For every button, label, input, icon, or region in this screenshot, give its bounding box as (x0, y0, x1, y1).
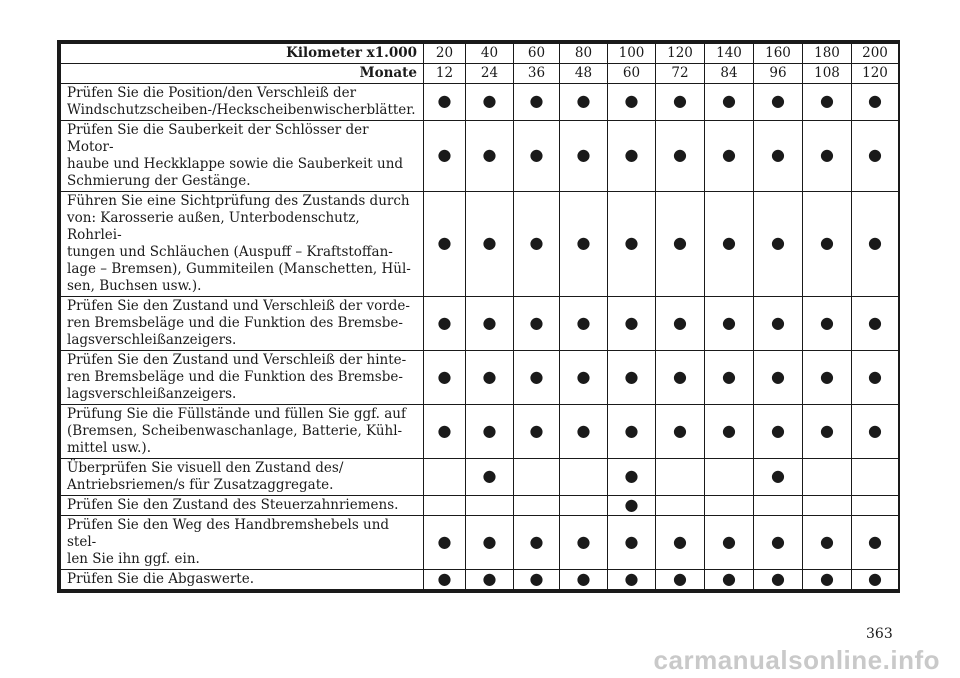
check-dot-cell (608, 297, 655, 350)
check-dot-cell (514, 405, 559, 458)
table-row (61, 496, 898, 515)
bullet-icon: ● (576, 312, 591, 332)
km-value: 160 (754, 44, 802, 63)
bullet-icon: ● (624, 233, 639, 252)
bullet-icon: ● (820, 366, 834, 386)
check-dot-cell (424, 570, 465, 589)
bullet-icon: ● (771, 466, 785, 485)
empty-cell (656, 496, 704, 515)
bullet-icon: ● (529, 91, 544, 110)
bullet-icon: ● (624, 568, 639, 588)
bullet-icon: ● (576, 366, 591, 386)
task-description (61, 84, 423, 120)
task-description (61, 496, 423, 515)
check-dot-cell (705, 570, 753, 589)
header-row-km (61, 44, 898, 63)
bullet-icon: ● (624, 531, 639, 551)
check-dot-cell (656, 84, 704, 120)
empty-cell (560, 459, 607, 495)
months-value: 120 (852, 64, 898, 83)
check-dot-cell (466, 570, 513, 589)
check-dot-cell (754, 570, 802, 589)
bullet-icon: ● (820, 91, 834, 110)
bullet-icon: ● (624, 145, 639, 164)
check-dot-cell (560, 84, 607, 120)
bullet-icon: ● (673, 145, 687, 164)
bullet-icon: ● (820, 145, 834, 164)
bullet-icon: ● (482, 366, 497, 386)
months-value: 108 (803, 64, 851, 83)
bullet-icon: ● (482, 466, 497, 485)
empty-cell (466, 496, 513, 515)
bullet-icon: ● (868, 420, 882, 440)
bullet-icon: ● (673, 568, 687, 588)
check-dot-cell (656, 121, 704, 191)
bullet-icon: ● (673, 420, 687, 440)
empty-cell (705, 496, 753, 515)
bullet-icon: ● (820, 420, 834, 440)
check-dot-cell (424, 351, 465, 404)
months-value: 48 (560, 64, 607, 83)
check-dot-cell (705, 121, 753, 191)
bullet-icon: ● (722, 312, 736, 332)
empty-cell (803, 496, 851, 515)
maintenance-schedule-frame (57, 40, 900, 593)
task-line: len Sie ihn ggf. ein. (67, 551, 200, 567)
bullet-icon: ● (624, 312, 639, 332)
check-dot-cell (803, 570, 851, 589)
check-dot-cell (466, 405, 513, 458)
task-line: Überprüfen Sie visuell den Zustand des/ (67, 460, 344, 476)
check-dot-cell (656, 405, 704, 458)
empty-cell (852, 459, 898, 495)
km-value: 180 (803, 44, 851, 63)
bullet-icon: ● (771, 312, 785, 332)
check-dot-cell (608, 84, 655, 120)
page-number: 363 (866, 626, 893, 642)
task-description (61, 570, 423, 589)
check-dot-cell (424, 405, 465, 458)
task-description (61, 351, 423, 404)
header-row-months (61, 64, 898, 83)
bullet-icon: ● (576, 233, 591, 252)
bullet-icon: ● (722, 531, 736, 551)
maintenance-schedule-table (60, 43, 899, 590)
check-dot-cell (466, 459, 513, 495)
check-dot-cell (754, 121, 802, 191)
bullet-icon: ● (673, 366, 687, 386)
check-dot-cell (608, 516, 655, 569)
task-description (61, 121, 423, 191)
bullet-icon: ● (576, 531, 591, 551)
check-dot-cell (466, 192, 513, 296)
check-dot-cell (514, 297, 559, 350)
check-dot-cell (656, 516, 704, 569)
task-line: tungen und Schläuchen (Auspuff – Kraftstoffan- (67, 244, 393, 260)
bullet-icon: ● (437, 568, 452, 588)
bullet-icon: ● (722, 233, 736, 252)
task-description (61, 405, 423, 458)
task-description (61, 516, 423, 569)
check-dot-cell (852, 351, 898, 404)
check-dot-cell (852, 192, 898, 296)
bullet-icon: ● (624, 494, 639, 514)
bullet-icon: ● (722, 366, 736, 386)
check-dot-cell (754, 297, 802, 350)
check-dot-cell (803, 405, 851, 458)
empty-cell (560, 496, 607, 515)
watermark-text: carmanualsonline.info (653, 645, 940, 675)
table-row (61, 459, 898, 495)
km-value: 120 (656, 44, 704, 63)
check-dot-cell (656, 297, 704, 350)
check-dot-cell (608, 405, 655, 458)
check-dot-cell (608, 192, 655, 296)
months-value: 12 (424, 64, 465, 83)
check-dot-cell (560, 405, 607, 458)
check-dot-cell (656, 351, 704, 404)
bullet-icon: ● (624, 366, 639, 386)
check-dot-cell (803, 297, 851, 350)
empty-cell (803, 459, 851, 495)
check-dot-cell (803, 121, 851, 191)
bullet-icon: ● (576, 145, 591, 164)
bullet-icon: ● (868, 312, 882, 332)
bullet-icon: ● (482, 531, 497, 551)
km-value: 60 (514, 44, 559, 63)
task-description (61, 192, 423, 296)
task-line: Windschutzscheiben-/Heckscheibenwischerblätter. (67, 102, 416, 118)
check-dot-cell (608, 121, 655, 191)
bullet-icon: ● (437, 531, 452, 551)
check-dot-cell (560, 192, 607, 296)
bullet-icon: ● (868, 145, 882, 164)
check-dot-cell (608, 459, 655, 495)
bullet-icon: ● (820, 233, 834, 252)
table-row (61, 570, 898, 589)
check-dot-cell (560, 121, 607, 191)
km-value: 80 (560, 44, 607, 63)
check-dot-cell (514, 121, 559, 191)
check-dot-cell (705, 297, 753, 350)
task-line: von: Karosserie außen, Unterbodenschutz, Rohrlei- (67, 210, 360, 243)
empty-cell (424, 496, 465, 515)
km-value: 100 (608, 44, 655, 63)
check-dot-cell (656, 192, 704, 296)
task-line: (Bremsen, Scheibenwaschanlage, Batterie, Kühl- (67, 423, 403, 439)
task-line: mittel usw.). (67, 440, 151, 456)
check-dot-cell (514, 351, 559, 404)
check-dot-cell (705, 351, 753, 404)
task-line: Prüfen Sie den Weg des Handbremshebels und stel- (67, 517, 390, 550)
empty-cell (852, 496, 898, 515)
empty-cell (656, 459, 704, 495)
task-description (61, 297, 423, 350)
km-value: 200 (852, 44, 898, 63)
bullet-icon: ● (868, 91, 882, 110)
task-line: lagsverschleißanzeigers. (67, 386, 237, 402)
empty-cell (514, 459, 559, 495)
bullet-icon: ● (529, 312, 544, 332)
check-dot-cell (852, 516, 898, 569)
check-dot-cell (424, 516, 465, 569)
months-value: 96 (754, 64, 802, 83)
bullet-icon: ● (771, 531, 785, 551)
check-dot-cell (852, 84, 898, 120)
check-dot-cell (705, 84, 753, 120)
empty-cell (754, 496, 802, 515)
task-line: lage – Bremsen), Gummiteilen (Manschetten, Hül- (67, 261, 411, 277)
table-row (61, 192, 898, 296)
task-line: ren Bremsbeläge und die Funktion des Bremsbe- (67, 369, 403, 385)
table-row (61, 121, 898, 191)
bullet-icon: ● (576, 420, 591, 440)
task-line: sen, Buchsen usw.). (67, 278, 202, 294)
check-dot-cell (514, 570, 559, 589)
bullet-icon: ● (437, 91, 452, 110)
bullet-icon: ● (624, 420, 639, 440)
table-row (61, 516, 898, 569)
months-label: Monate (61, 64, 423, 83)
bullet-icon: ● (437, 312, 452, 332)
table-row (61, 405, 898, 458)
bullet-icon: ● (771, 145, 785, 164)
check-dot-cell (705, 192, 753, 296)
check-dot-cell (754, 516, 802, 569)
check-dot-cell (803, 351, 851, 404)
check-dot-cell (466, 297, 513, 350)
task-line: Prüfen Sie die Sauberkeit der Schlösser der Motor- (67, 122, 369, 155)
bullet-icon: ● (673, 531, 687, 551)
table-row (61, 351, 898, 404)
bullet-icon: ● (437, 420, 452, 440)
empty-cell (514, 496, 559, 515)
check-dot-cell (560, 351, 607, 404)
bullet-icon: ● (771, 91, 785, 110)
check-dot-cell (754, 351, 802, 404)
bullet-icon: ● (673, 233, 687, 252)
bullet-icon: ● (482, 568, 497, 588)
empty-cell (424, 459, 465, 495)
bullet-icon: ● (820, 531, 834, 551)
bullet-icon: ● (624, 466, 639, 485)
task-line: Prüfen Sie den Zustand des Steuerzahnriemens. (67, 497, 399, 513)
task-description (61, 459, 423, 495)
check-dot-cell (608, 570, 655, 589)
months-value: 60 (608, 64, 655, 83)
bullet-icon: ● (722, 91, 736, 110)
check-dot-cell (754, 192, 802, 296)
months-value: 24 (466, 64, 513, 83)
check-dot-cell (560, 516, 607, 569)
bullet-icon: ● (482, 312, 497, 332)
check-dot-cell (466, 516, 513, 569)
bullet-icon: ● (868, 366, 882, 386)
task-line: Prüfung Sie die Füllstände und füllen Sie ggf. auf (67, 406, 406, 422)
task-line: Schmierung der Gestänge. (67, 173, 251, 189)
bullet-icon: ● (437, 233, 452, 252)
bullet-icon: ● (529, 568, 544, 588)
check-dot-cell (514, 192, 559, 296)
table-row (61, 297, 898, 350)
check-dot-cell (803, 192, 851, 296)
check-dot-cell (424, 84, 465, 120)
km-value: 140 (705, 44, 753, 63)
task-line: Prüfen Sie den Zustand und Verschleiß der vorde- (67, 298, 410, 314)
task-line: Prüfen Sie den Zustand und Verschleiß der hinte- (67, 352, 407, 368)
km-label: Kilometer x1.000 (61, 44, 423, 63)
bullet-icon: ● (771, 420, 785, 440)
check-dot-cell (803, 516, 851, 569)
task-line: Prüfen Sie die Abgaswerte. (67, 571, 255, 587)
check-dot-cell (705, 516, 753, 569)
check-dot-cell (466, 84, 513, 120)
bullet-icon: ● (576, 91, 591, 110)
bullet-icon: ● (529, 145, 544, 164)
bullet-icon: ● (482, 420, 497, 440)
bullet-icon: ● (722, 420, 736, 440)
bullet-icon: ● (722, 145, 736, 164)
bullet-icon: ● (529, 366, 544, 386)
bullet-icon: ● (482, 145, 497, 164)
months-value: 36 (514, 64, 559, 83)
check-dot-cell (608, 496, 655, 515)
check-dot-cell (514, 84, 559, 120)
check-dot-cell (466, 351, 513, 404)
task-line: haube und Heckklappe sowie die Sauberkeit und (67, 156, 404, 172)
task-line: Antriebsriemen/s für Zusatzaggregate. (67, 477, 334, 493)
bullet-icon: ● (771, 233, 785, 252)
task-line: lagsverschleißanzeigers. (67, 332, 237, 348)
bullet-icon: ● (529, 531, 544, 551)
bullet-icon: ● (771, 366, 785, 386)
check-dot-cell (852, 405, 898, 458)
bullet-icon: ● (673, 312, 687, 332)
bullet-icon: ● (820, 312, 834, 332)
bullet-icon: ● (529, 420, 544, 440)
check-dot-cell (656, 570, 704, 589)
check-dot-cell (560, 297, 607, 350)
km-value: 40 (466, 44, 513, 63)
check-dot-cell (424, 192, 465, 296)
check-dot-cell (705, 405, 753, 458)
check-dot-cell (754, 405, 802, 458)
bullet-icon: ● (722, 568, 736, 588)
bullet-icon: ● (673, 91, 687, 110)
check-dot-cell (754, 84, 802, 120)
bullet-icon: ● (868, 233, 882, 252)
bullet-icon: ● (437, 366, 452, 386)
bullet-icon: ● (624, 91, 639, 110)
task-line: Prüfen Sie die Position/den Verschleiß der (67, 85, 357, 101)
bullet-icon: ● (576, 568, 591, 588)
check-dot-cell (852, 297, 898, 350)
check-dot-cell (514, 516, 559, 569)
bullet-icon: ● (529, 233, 544, 252)
bullet-icon: ● (868, 531, 882, 551)
bullet-icon: ● (771, 568, 785, 588)
bullet-icon: ● (820, 568, 834, 588)
table-row (61, 84, 898, 120)
bullet-icon: ● (437, 145, 452, 164)
months-value: 84 (705, 64, 753, 83)
bullet-icon: ● (482, 233, 497, 252)
check-dot-cell (852, 121, 898, 191)
check-dot-cell (608, 351, 655, 404)
check-dot-cell (424, 121, 465, 191)
months-value: 72 (656, 64, 704, 83)
check-dot-cell (852, 570, 898, 589)
check-dot-cell (560, 570, 607, 589)
check-dot-cell (424, 297, 465, 350)
bullet-icon: ● (868, 568, 882, 588)
task-line: ren Bremsbeläge und die Funktion des Bremsbe- (67, 315, 403, 331)
check-dot-cell (754, 459, 802, 495)
empty-cell (705, 459, 753, 495)
task-line: Führen Sie eine Sichtprüfung des Zustands durch (67, 193, 410, 209)
check-dot-cell (803, 84, 851, 120)
km-value: 20 (424, 44, 465, 63)
check-dot-cell (466, 121, 513, 191)
bullet-icon: ● (482, 91, 497, 110)
